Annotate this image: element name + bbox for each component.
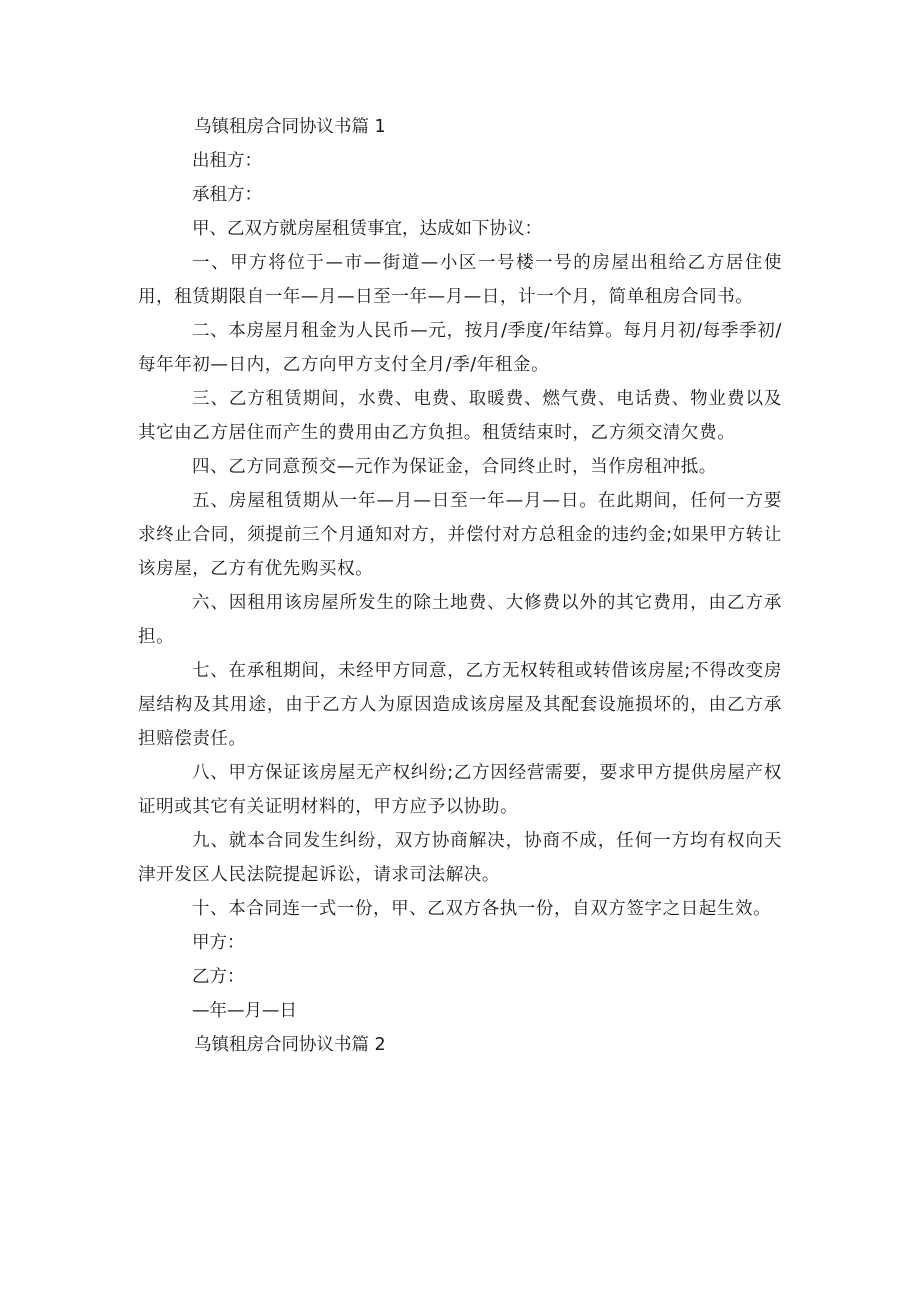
clause-3: 三、乙方租赁期间，水费、电费、取暖费、燃气费、电话费、物业费以及其它由乙方居住而产生的费用由乙方负担。租赁结束时，乙方须交清欠费。 bbox=[138, 389, 782, 443]
document-title-2: 乌镇租房合同协议书篇 2 bbox=[194, 1035, 386, 1055]
lessor-label: 出租方： bbox=[192, 151, 262, 171]
clause-7: 七、在承租期间，未经甲方同意，乙方无权转租或转借该房屋;不得改变房屋结构及其用途，由于乙方人为原因造成该房屋及其配套设施损坏的，由乙方承担赔偿责任。 bbox=[138, 661, 782, 749]
lessee-label: 承租方： bbox=[192, 185, 262, 205]
clause-6: 六、因租用该房屋所发生的除土地费、大修费以外的其它费用，由乙方承担。 bbox=[138, 593, 782, 647]
document-title-1: 乌镇租房合同协议书篇 1 bbox=[194, 117, 386, 137]
clause-10: 十、本合同连一式一份，甲、乙双方各执一份，自双方签字之日起生效。 bbox=[192, 899, 772, 919]
clause-5: 五、房屋租赁期从一年—月—日至一年—月—日。在此期间，任何一方要求终止合同，须提前三个月通知对方，并偿付对方总租金的违约金;如果甲方转让该房屋，乙方有优先购买权。 bbox=[138, 491, 782, 579]
intro-line: 甲、乙双方就房屋租赁事宜，达成如下协议： bbox=[192, 219, 542, 239]
clause-8: 八、甲方保证该房屋无产权纠纷;乙方因经营需要，要求甲方提供房屋产权证明或其它有关证明材料的，甲方应予以协助。 bbox=[138, 763, 782, 817]
clause-1: 一、甲方将位于—市—街道—小区一号楼一号的房屋出租给乙方居住使用，租赁期限自一年—月—日至一年—月—日，计一个月，简单租房合同书。 bbox=[138, 253, 782, 307]
clause-2: 二、本房屋月租金为人民币—元，按月/季度/年结算。每月月初/每季季初/每年年初—日内，乙方向甲方支付全月/季/年租金。 bbox=[138, 321, 782, 375]
clause-4: 四、乙方同意预交—元作为保证金，合同终止时，当作房租冲抵。 bbox=[192, 457, 717, 477]
clause-9: 九、就本合同发生纠纷，双方协商解决，协商不成，任何一方均有权向天津开发区人民法院提起诉讼，请求司法解决。 bbox=[138, 831, 782, 885]
party-b-label: 乙方： bbox=[192, 967, 245, 987]
party-a-label: 甲方： bbox=[192, 933, 245, 953]
date-line: —年—月—日 bbox=[192, 1001, 297, 1021]
